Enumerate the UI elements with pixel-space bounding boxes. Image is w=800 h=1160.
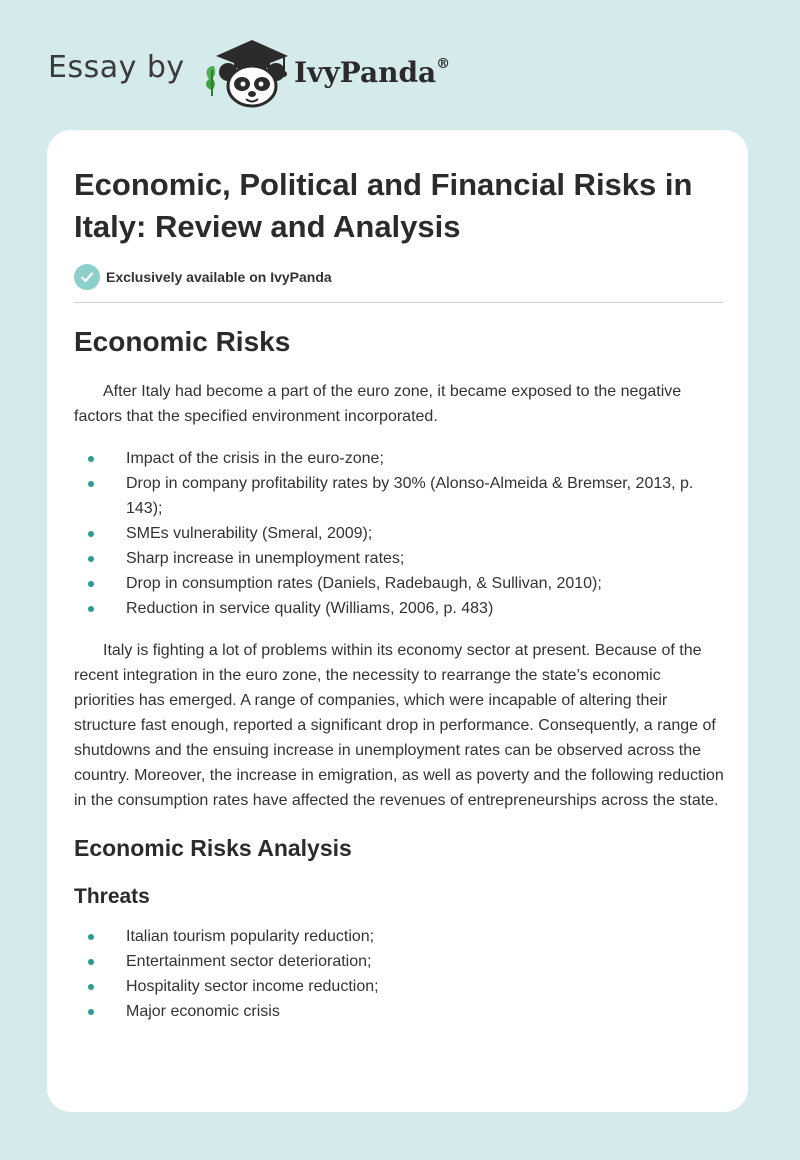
exclusive-badge xyxy=(74,264,332,290)
article-body xyxy=(74,322,724,1024)
list-item: Impact of the crisis in the euro-zone; xyxy=(74,446,724,471)
threats-list xyxy=(74,924,724,1024)
list-item: Sharp increase in unemployment rates; xyxy=(74,546,724,571)
site-header xyxy=(48,36,508,116)
section-heading-economic-risks: Economic Risks xyxy=(74,326,291,357)
check-circle-icon xyxy=(74,264,100,290)
body-paragraph: Italy is fighting a lot of problems within its economy sector at present. Because of the recent integration in the euro zone, the necessity to rearrange the state’s economic priorities has emerged. A range of companies, which were incapable of altering their structure fast enough, reported a significant drop in performance. Consequently, a range of shutdowns and the ensuing increase in unemployment rates can be observed across the country. Moreover, the increase in emigration, as well as poverty and the following reduction in the consumption rates have affected the revenues of entrepreneurships across the state. xyxy=(74,642,724,809)
subheading-threats: Threats xyxy=(74,885,150,908)
panda-graduate-icon[interactable] xyxy=(200,36,292,112)
section-heading-analysis: Economic Risks Analysis xyxy=(74,835,352,861)
list-item: Major economic crisis xyxy=(74,999,724,1024)
badge-label: Exclusively available on IvyPanda xyxy=(106,269,332,285)
list-item: Italian tourism popularity reduction; xyxy=(74,924,724,949)
divider xyxy=(74,302,723,303)
brand-name[interactable]: IvyPanda® xyxy=(294,55,451,89)
intro-paragraph: After Italy had become a part of the euro zone, it became exposed to the negative factors that the specified environment incorporated. xyxy=(74,383,682,425)
essay-card xyxy=(47,130,748,1112)
list-item: Reduction in service quality (Williams, 2006, p. 483) xyxy=(74,596,724,621)
trademark-symbol: ® xyxy=(436,55,451,72)
list-item: Drop in consumption rates (Daniels, Radebaugh, & Sullivan, 2010); xyxy=(74,571,724,596)
list-item: Drop in company profitability rates by 30% (Alonso-Almeida & Bremser, 2013, p. 143); xyxy=(74,471,724,521)
list-item: SMEs vulnerability (Smeral, 2009); xyxy=(74,521,724,546)
list-item: Entertainment sector deterioration; xyxy=(74,949,724,974)
essay-by-label: Essay by xyxy=(48,50,185,85)
list-item: Hospitality sector income reduction; xyxy=(74,974,724,999)
page-title: Economic, Political and Financial Risks in Italy: Review and Analysis xyxy=(74,167,693,244)
economic-risks-list xyxy=(74,446,724,621)
